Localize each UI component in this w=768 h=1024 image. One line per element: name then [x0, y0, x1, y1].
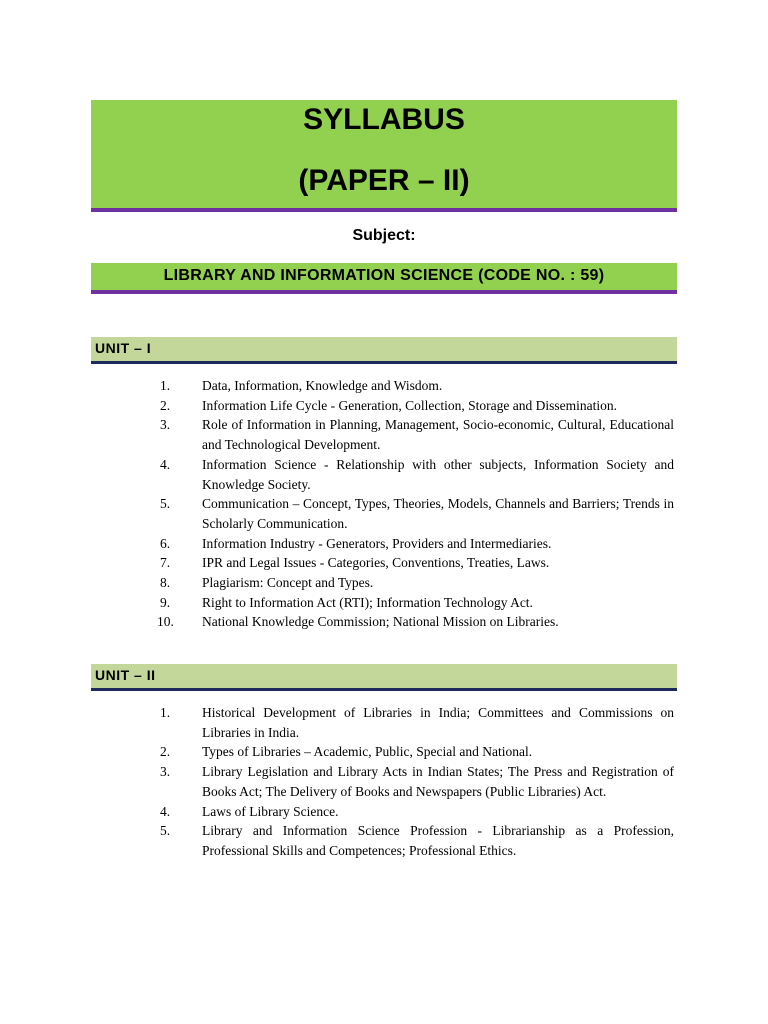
item-text: Library Legislation and Library Acts in Indian States; The Press and Registration of Books Act; The Delivery of Books and Newspapers (Public Libraries) Act. — [202, 764, 674, 799]
item-text: Role of Information in Planning, Management, Socio-economic, Cultural, Educational and Technological Development. — [202, 417, 674, 453]
unit-2-list — [160, 703, 674, 861]
list-item — [160, 802, 674, 822]
item-text: Laws of Library Science. — [202, 803, 339, 819]
list-item — [160, 593, 674, 613]
unit-2-heading: UNIT – II — [95, 667, 156, 683]
item-text: Information Science - Relationship with other subjects, Information Society and Knowledge Society. — [202, 456, 674, 492]
item-number: 5. — [160, 823, 171, 839]
item-text: Types of Libraries – Academic, Public, Special and National. — [202, 744, 533, 760]
item-number: 2. — [160, 397, 171, 413]
list-item — [160, 553, 674, 573]
item-text: Historical Development of Libraries in India; Committees and Commissions on Libraries in India. — [202, 705, 674, 740]
item-number: 10. — [157, 614, 174, 630]
item-number: 4. — [160, 803, 171, 819]
unit-2-heading-bar — [91, 664, 677, 691]
list-item — [157, 612, 674, 632]
item-number: 3. — [160, 764, 171, 780]
item-number: 9. — [160, 594, 171, 610]
list-item — [160, 821, 674, 860]
item-text: Information Life Cycle - Generation, Collection, Storage and Dissemination. — [202, 397, 618, 413]
list-item — [160, 534, 674, 554]
item-number: 7. — [160, 555, 171, 571]
unit-1-heading-bar — [91, 337, 677, 364]
unit-1-heading: UNIT – I — [95, 340, 152, 356]
list-item — [160, 742, 674, 762]
list-item — [160, 376, 674, 396]
item-number: 1. — [160, 378, 171, 393]
unit-1-list — [157, 376, 674, 632]
subject-name-bar: LIBRARY AND INFORMATION SCIENCE (CODE NO. : 59) — [91, 263, 677, 294]
item-number: 3. — [160, 417, 171, 433]
list-item — [160, 703, 674, 742]
list-item — [160, 415, 674, 454]
item-text: National Knowledge Commission; National Mission on Libraries. — [202, 614, 559, 630]
item-number: 1. — [160, 705, 171, 720]
item-text: Communication – Concept, Types, Theories, Models, Channels and Barriers; Trends in Scholarly Communication. — [202, 496, 674, 531]
item-number: 2. — [160, 744, 171, 760]
paper-title: (PAPER – II) — [298, 164, 470, 197]
item-number: 5. — [160, 496, 171, 512]
list-item — [160, 455, 674, 494]
item-number: 4. — [160, 456, 171, 472]
item-number: 6. — [160, 535, 171, 551]
item-text: Right to Information Act (RTI); Information Technology Act. — [202, 594, 533, 610]
item-text: Data, Information, Knowledge and Wisdom. — [202, 378, 443, 393]
item-text: Library and Information Science Profession - Librarianship as a Profession, Professional Skills and Competences; Professional Ethics. — [202, 823, 674, 858]
item-number: 8. — [160, 575, 171, 591]
list-item — [160, 762, 674, 801]
list-item — [160, 396, 674, 416]
list-item — [160, 573, 674, 593]
subject-label: Subject: — [352, 227, 416, 244]
list-item — [160, 494, 674, 533]
page-title: SYLLABUS — [303, 103, 465, 136]
item-text: Plagiarism: Concept and Types. — [202, 575, 374, 591]
item-text: Information Industry - Generators, Providers and Intermediaries. — [202, 535, 552, 551]
title-block — [91, 100, 677, 212]
item-text: IPR and Legal Issues - Categories, Conventions, Treaties, Laws. — [202, 555, 550, 571]
